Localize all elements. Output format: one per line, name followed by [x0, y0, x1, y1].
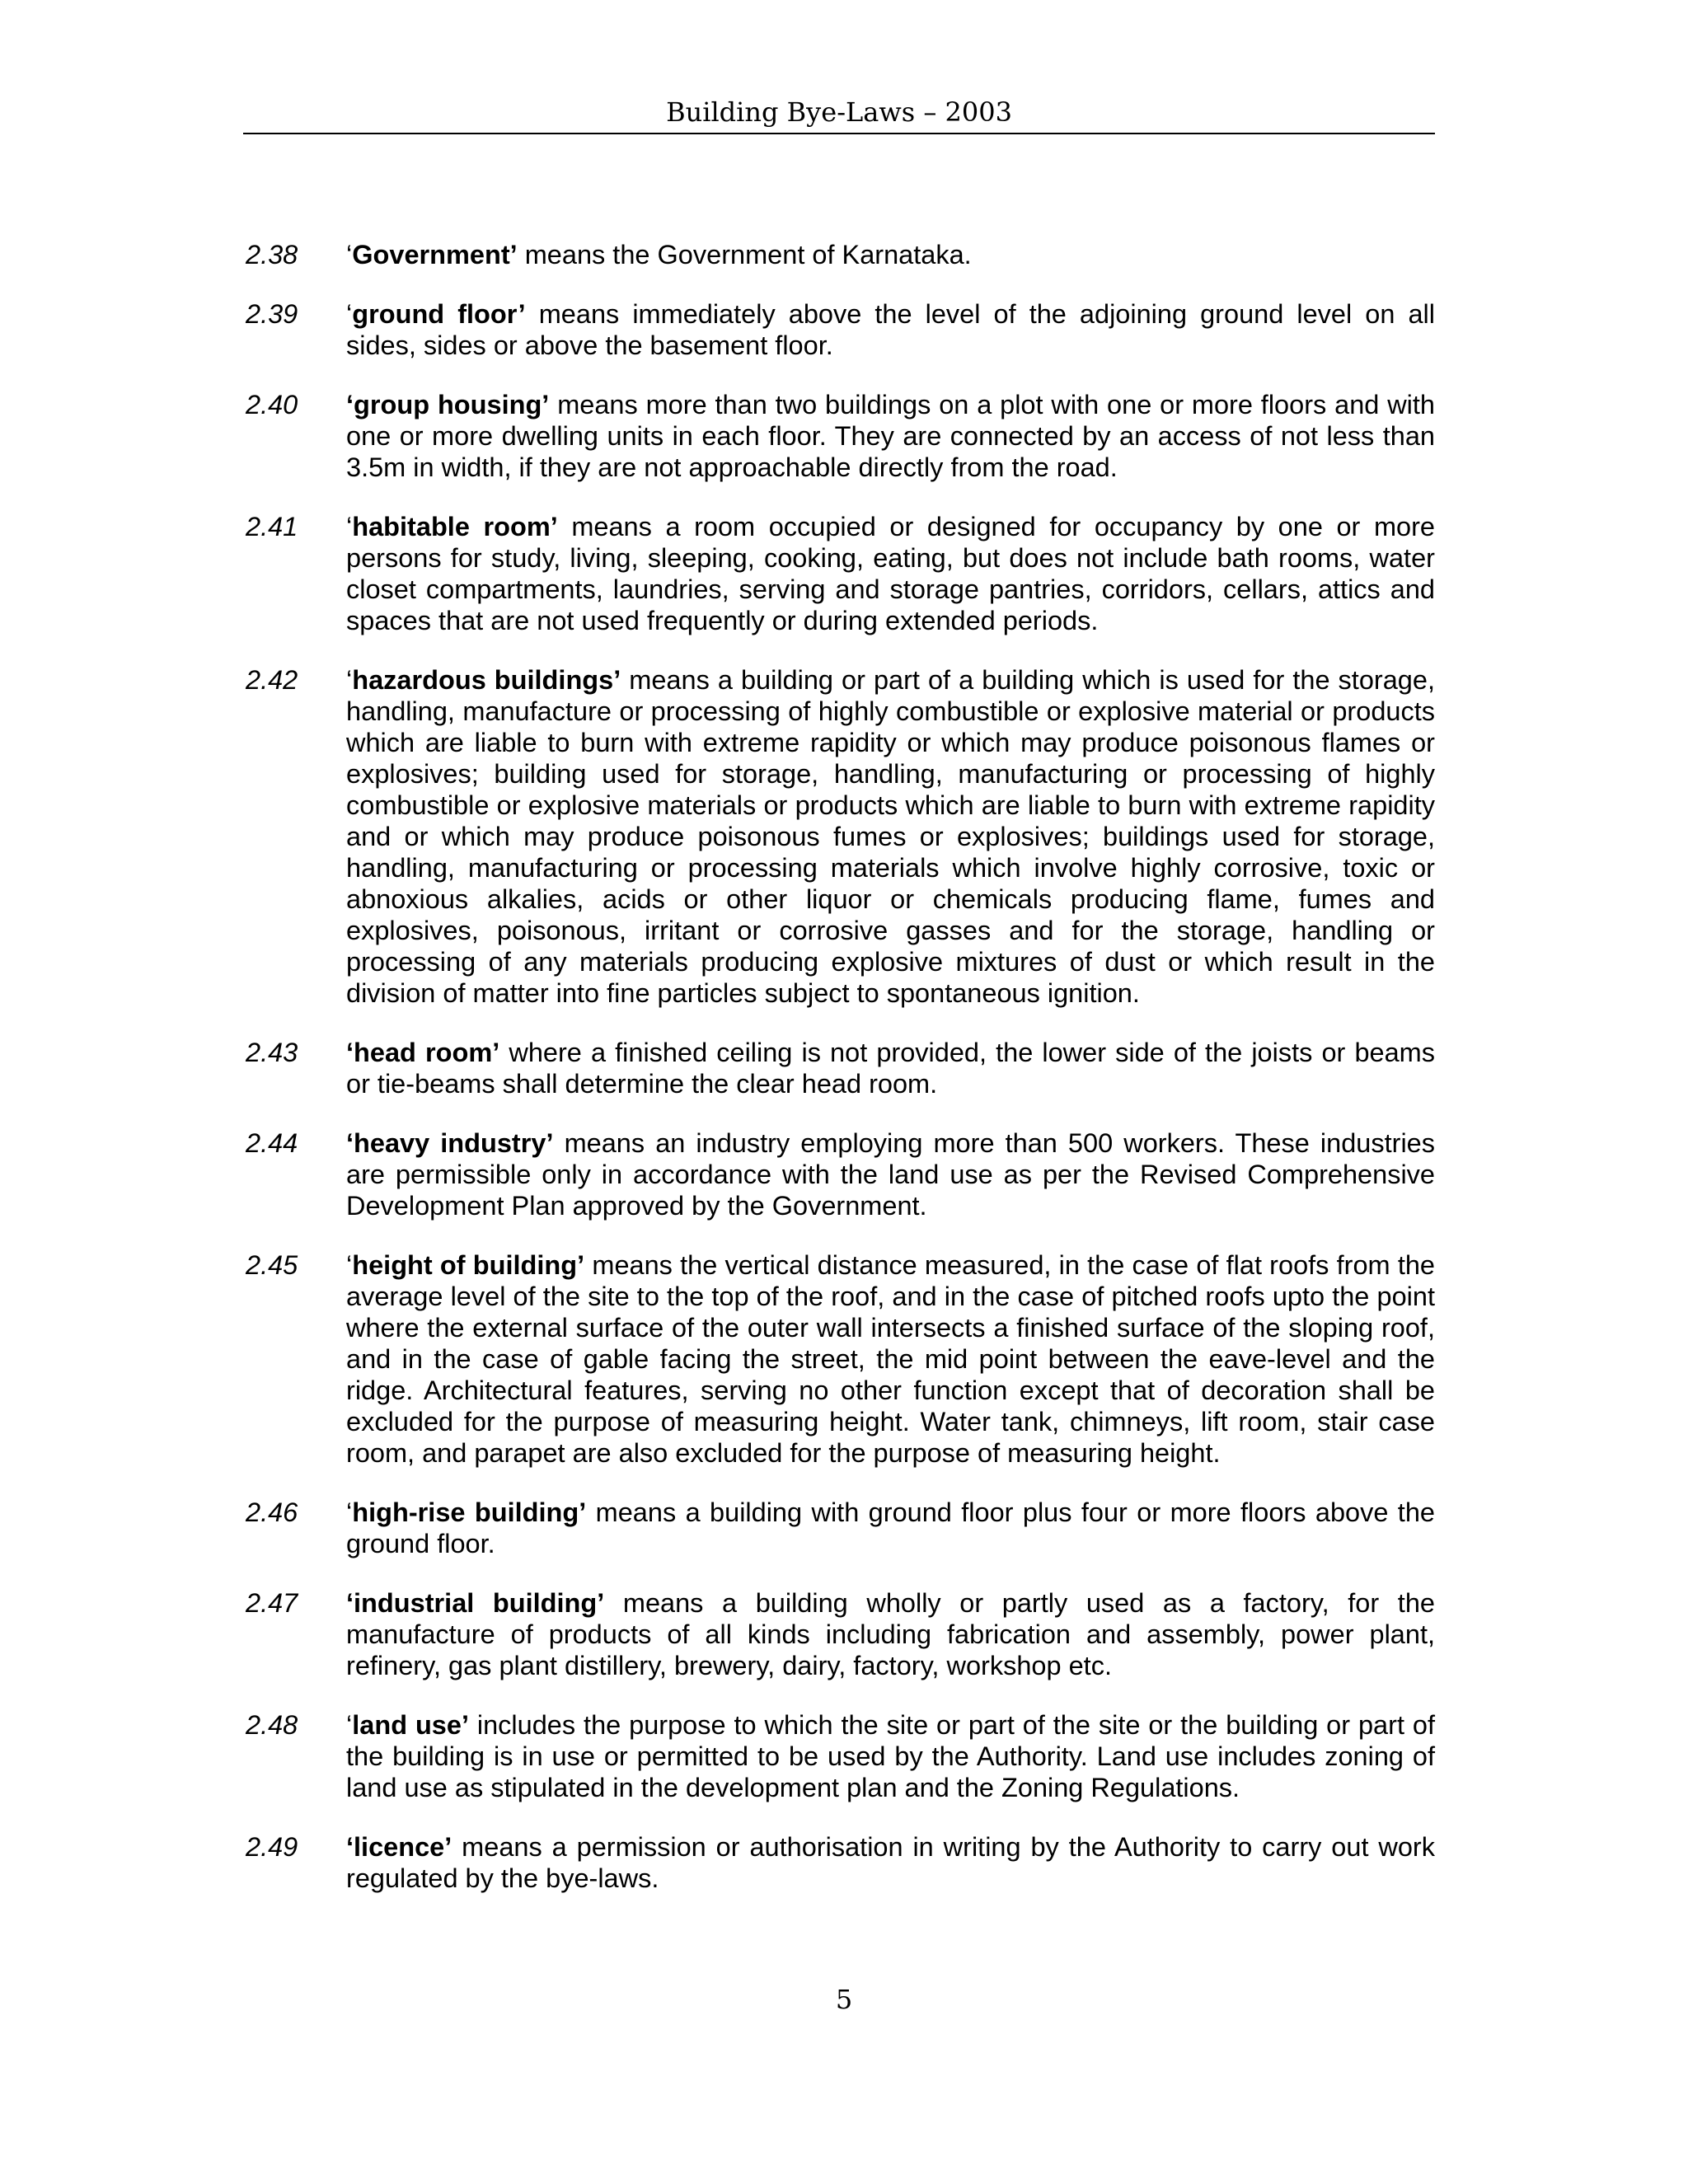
clause-number: 2.40 [246, 390, 298, 419]
clause-number: 2.41 [246, 512, 298, 541]
defined-term: height of building’ [352, 1250, 585, 1280]
defined-term: ‘head room’ [346, 1038, 500, 1067]
clause-number: 2.43 [246, 1038, 298, 1067]
definition-2-47 [246, 1587, 1435, 1681]
defined-term: ‘licence’ [346, 1832, 452, 1862]
definition-text [346, 1709, 1435, 1803]
clause-number: 2.44 [246, 1128, 298, 1158]
definition-text [346, 1249, 1435, 1469]
definition-text [346, 298, 1435, 361]
definition-2-45 [246, 1249, 1435, 1469]
opening-quote: ‘ [346, 512, 353, 541]
defined-term: Government’ [352, 240, 518, 269]
opening-quote: ‘ [346, 665, 353, 695]
definition-body: means immediately above the level of the adjoining ground level on all sides, sides or above the basement floor. [346, 299, 1435, 360]
definition-2-42 [246, 664, 1435, 1009]
opening-quote: ‘ [346, 1250, 353, 1280]
definition-2-46 [246, 1497, 1435, 1559]
definition-text [346, 511, 1435, 636]
defined-term: land use’ [352, 1710, 469, 1740]
definition-text [346, 1831, 1435, 1894]
clause-number: 2.45 [246, 1250, 298, 1280]
definition-body: means a permission or authorisation in writing by the Authority to carry out work regulated by the bye-laws. [346, 1832, 1435, 1893]
definition-body: means a building with ground floor plus four or more floors above the ground floor. [346, 1497, 1435, 1558]
header-rule [243, 133, 1435, 134]
definition-body: means the vertical distance measured, in the case of flat roofs from the average level of the site to the top of the roof, and in the case of pitched roofs upto the point where the external surface of the outer wall intersects a finished surface of the sloping roof, and in the case of gable facing the street, the mid point between the eave-level and the ridge. Architectural features, serving no other function except that of decoration shall be excluded for the purpose of measuring height. Water tank, chimneys, lift room, stair case room, and parapet are also excluded for the purpose of measuring height. [346, 1250, 1435, 1468]
clause-number: 2.49 [246, 1832, 298, 1862]
running-header: Building Bye-Laws – 2003 [666, 96, 1012, 128]
opening-quote: ‘ [346, 240, 353, 269]
defined-term: ‘industrial building’ [346, 1588, 605, 1618]
definition-body: means a building wholly or partly used as a factory, for the manufacture of products of all kinds including fabrication and assembly, power plant, refinery, gas plant distillery, brewery, dairy, factory, workshop etc. [346, 1588, 1435, 1680]
definition-2-43 [246, 1037, 1435, 1099]
definition-text [346, 1037, 1435, 1099]
definition-2-44 [246, 1127, 1435, 1221]
definition-body: means more than two buildings on a plot with one or more floors and with one or more dwelling units in each floor. They are connected by an access of not less than 3.5m in width, if they are not approachable directly from the road. [346, 390, 1435, 482]
clause-number: 2.48 [246, 1710, 298, 1740]
definition-text [346, 1497, 1435, 1559]
definition-2-38 [246, 239, 1435, 270]
opening-quote: ‘ [346, 299, 353, 329]
definition-body: means the Government of Karnataka. [517, 240, 972, 269]
clause-number: 2.38 [246, 240, 298, 269]
defined-term: habitable room’ [352, 512, 558, 541]
definition-body: includes the purpose to which the site or part of the site or the building or part of the building is in use or permitted to be used by the Authority. Land use includes zoning of land use as stipulated in the development plan and the Zoning Regulations. [346, 1710, 1435, 1802]
defined-term: ground floor’ [352, 299, 526, 329]
definitions-list [246, 239, 1435, 1922]
definition-2-49 [246, 1831, 1435, 1894]
clause-number: 2.47 [246, 1588, 298, 1618]
definition-body: where a finished ceiling is not provided, the lower side of the joists or beams or tie-beams shall determine the clear head room. [346, 1038, 1435, 1099]
defined-term: high-rise building’ [352, 1497, 587, 1527]
opening-quote: ‘ [346, 1497, 353, 1527]
defined-term: hazardous buildings’ [352, 665, 621, 695]
page-number: 5 [835, 1984, 853, 2015]
defined-term: ‘heavy industry’ [346, 1128, 554, 1158]
clause-number: 2.46 [246, 1497, 298, 1527]
clause-number: 2.42 [246, 665, 298, 695]
definition-2-40 [246, 389, 1435, 483]
opening-quote: ‘ [346, 1710, 353, 1740]
definition-body: means a building or part of a building which is used for the storage, handling, manufacture or processing of highly combustible or explosive material or products which are liable to burn with extreme rapidity or which may produce poisonous flames or explosives; building used for storage, handling, manufacturing or processing of highly combustible or explosive materials or products which are liable to burn with extreme rapidity and or which may produce poisonous fumes or explosives; buildings used for storage, handling, manufacturing or processing materials which involve highly corrosive, toxic or abnoxious alkalies, acids or other liquor or chemicals producing flame, fumes and explosives, poisonous, irritant or corrosive gasses and for the storage, handling or processing of any materials producing explosive mixtures of dust or which result in the division of matter into fine particles subject to spontaneous ignition. [346, 665, 1435, 1008]
definition-text [346, 1127, 1435, 1221]
definition-2-48 [246, 1709, 1435, 1803]
definition-body: means an industry employing more than 500 workers. These industries are permissible only in accordance with the land use as per the Revised Comprehensive Development Plan approved by the Government. [346, 1128, 1435, 1221]
definition-text [346, 239, 1435, 270]
definition-text [346, 389, 1435, 483]
definition-2-39 [246, 298, 1435, 361]
definition-text [346, 664, 1435, 1009]
definition-text [346, 1587, 1435, 1681]
defined-term: ‘group housing’ [346, 390, 550, 419]
definition-body: means a room occupied or designed for occupancy by one or more persons for study, living, sleeping, cooking, eating, but does not include bath rooms, water closet compartments, laundries, serving and storage pantries, corridors, cellars, attics and spaces that are not used frequently or during extended periods. [346, 512, 1435, 635]
definition-2-41 [246, 511, 1435, 636]
clause-number: 2.39 [246, 299, 298, 329]
